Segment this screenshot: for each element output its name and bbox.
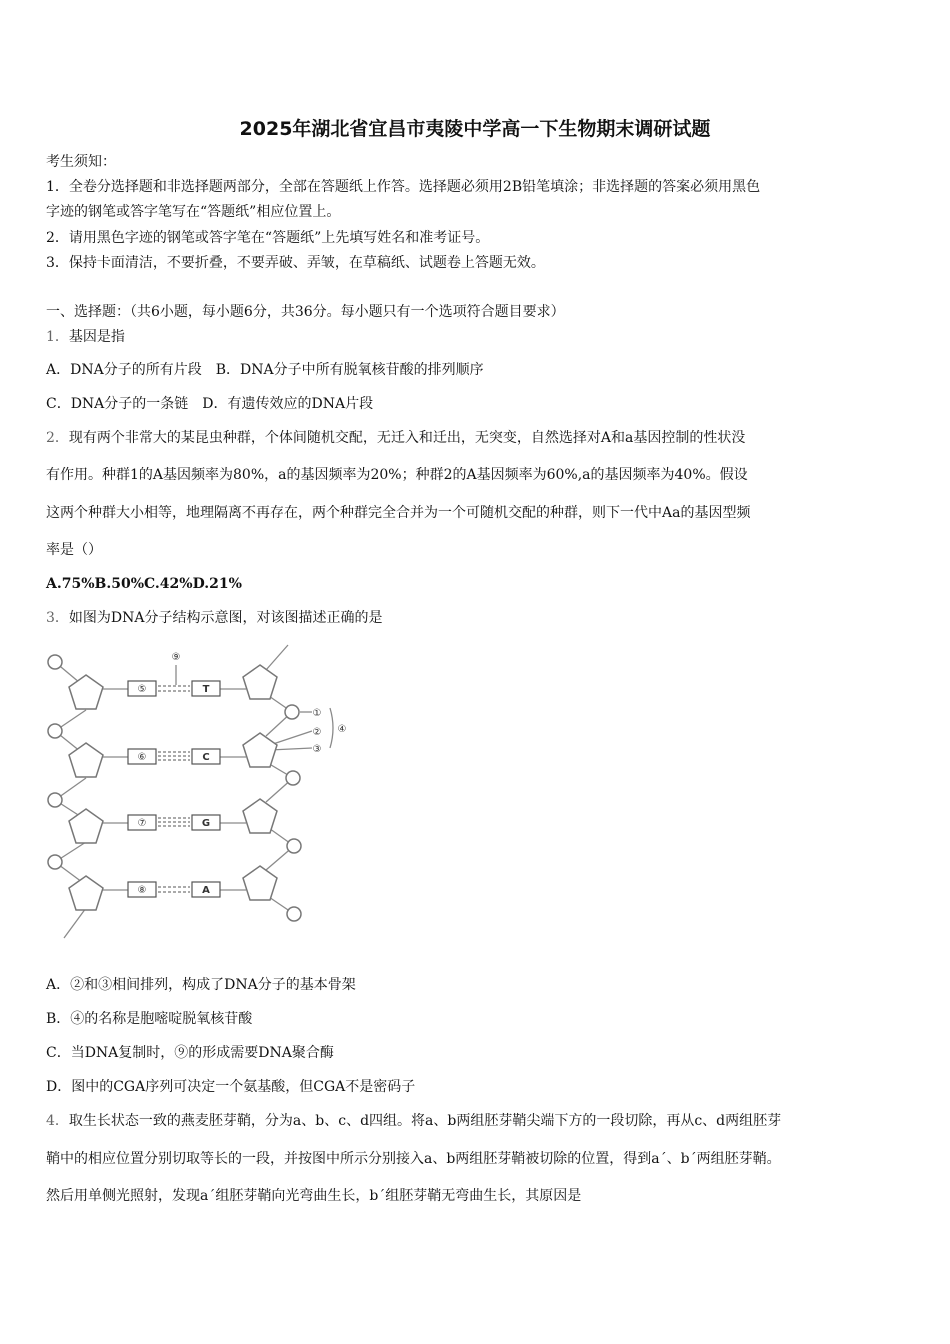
dna-structure-diagram [38,640,358,950]
phosphate-circle [286,771,300,785]
phosphate-circle [287,907,301,921]
question-1-options-cd: C．DNA分子的一条链 D．有遗传效应的DNA片段 [46,396,374,412]
question-1-number: 1． [46,329,69,345]
question-4-line-1 [46,1111,912,1131]
base-A: A [202,885,210,896]
phosphate-circle [48,724,62,738]
sugar-pentagon [243,799,277,833]
label-4: ④ [337,724,347,735]
sugar-pentagon [243,733,277,767]
label-3: ③ [312,744,322,755]
sugar-pentagon [69,876,103,910]
question-3-option-a: A．②和③相间排列，构成了DNA分子的基本骨架 [46,977,356,993]
label-9: ⑨ [171,652,181,663]
phosphate-circle [48,793,62,807]
right-backbone-bond [266,645,288,670]
question-2-line-2: 有作用。种群1的A基因频率为80%，a的基因频率为20%；种群2的A基因频率为60%,a的基因频率为40%。假设 [46,467,748,483]
left-backbone-bond [64,908,86,938]
notice-item-1-cont: 字迹的钢笔或答字笔写在“答题纸”相应位置上。 [46,204,341,220]
notice-heading: 考生须知： [46,154,116,170]
phosphate-circle [285,705,299,719]
base-C: C [202,752,210,763]
question-2-line-1 [46,428,912,448]
question-1-text: 基因是指 [68,329,125,345]
base-label-5: ⑤ [137,684,147,695]
page-title: 2025年湖北省宜昌市夷陵中学高一下生物期末调研试题 [239,118,711,140]
question-1-options-ab: A．DNA分子的所有片段 B．DNA分子中所有脱氧核苷酸的排列顺序 [46,362,484,378]
phosphate-circle [48,655,62,669]
question-4-line-2: 鞘中的相应位置分别切取等长的一段，并按图中所示分别接入a、b两组胚芽鞘被切除的位置，得到a´、b´两组胚芽鞘。 [46,1151,781,1167]
question-3-text: 如图为DNA分子结构示意图，对该图描述正确的是 [68,610,383,626]
label-1: ① [312,708,322,719]
base-label-6: ⑥ [137,752,147,763]
question-3-stem [46,608,912,628]
notice-item-2: 2．请用黑色字迹的钢笔或答字笔在“答题纸”上先填写姓名和准考证号。 [46,230,490,246]
question-2-number: 2． [46,430,69,446]
section-heading: 一、选择题：（共6小题，每小题6分，共36分。每小题只有一个选项符合题目要求） [46,304,565,320]
sugar-pentagon [69,743,103,777]
sugar-pentagon [243,866,277,900]
notice-item-1: 1．全卷分选择题和非选择题两部分，全部在答题纸上作答。选择题必须用2B铅笔填涂；非选择题的答案必须用黑色 [46,179,761,195]
question-4-number: 4． [46,1113,69,1129]
base-label-7: ⑦ [137,818,147,829]
question-4-line-3: 然后用单侧光照射，发现a´组胚芽鞘向光弯曲生长，b´组胚芽鞘无弯曲生长，其原因是 [46,1188,582,1204]
question-2-text-1: 现有两个非常大的某昆虫种群，个体间随机交配，无迁入和迁出，无突变，自然选择对A和a基因控制的性状没 [68,430,746,446]
question-2-options: A.75%B.50%C.42%D.21% [46,576,242,592]
question-3-number: 3． [46,610,69,626]
question-4-text-1: 取生长状态一致的燕麦胚芽鞘，分为a、b、c、d四组。将a、b两组胚芽鞘尖端下方的一段切除，再从c、d两组胚芽 [68,1113,782,1129]
notice-item-3: 3．保持卡面清洁，不要折叠，不要弄破、弄皱，在草稿纸、试题卷上答题无效。 [46,255,545,271]
question-3-option-c: C．当DNA复制时，⑨的形成需要DNA聚合酶 [46,1045,334,1061]
question-1-stem [46,327,912,347]
base-G: G [201,818,211,829]
phosphate-circle [287,839,301,853]
question-2-line-4: 率是（） [46,542,102,558]
question-3-option-b: B．④的名称是胞嘧啶脱氧核苷酸 [46,1011,253,1027]
question-2-line-3: 这两个种群大小相等，地理隔离不再存在，两个种群完全合并为一个可随机交配的种群，则下一代中Aa的基因型频 [46,505,751,521]
base-label-8: ⑧ [137,885,147,896]
sugar-pentagon [69,809,103,843]
sugar-pentagon [69,675,103,709]
sugar-pentagon [243,665,277,699]
base-T: T [202,684,210,695]
question-3-option-d: D．图中的CGA序列可决定一个氨基酸，但CGA不是密码子 [46,1079,416,1095]
label-2: ② [312,727,322,738]
phosphate-circle [48,855,62,869]
